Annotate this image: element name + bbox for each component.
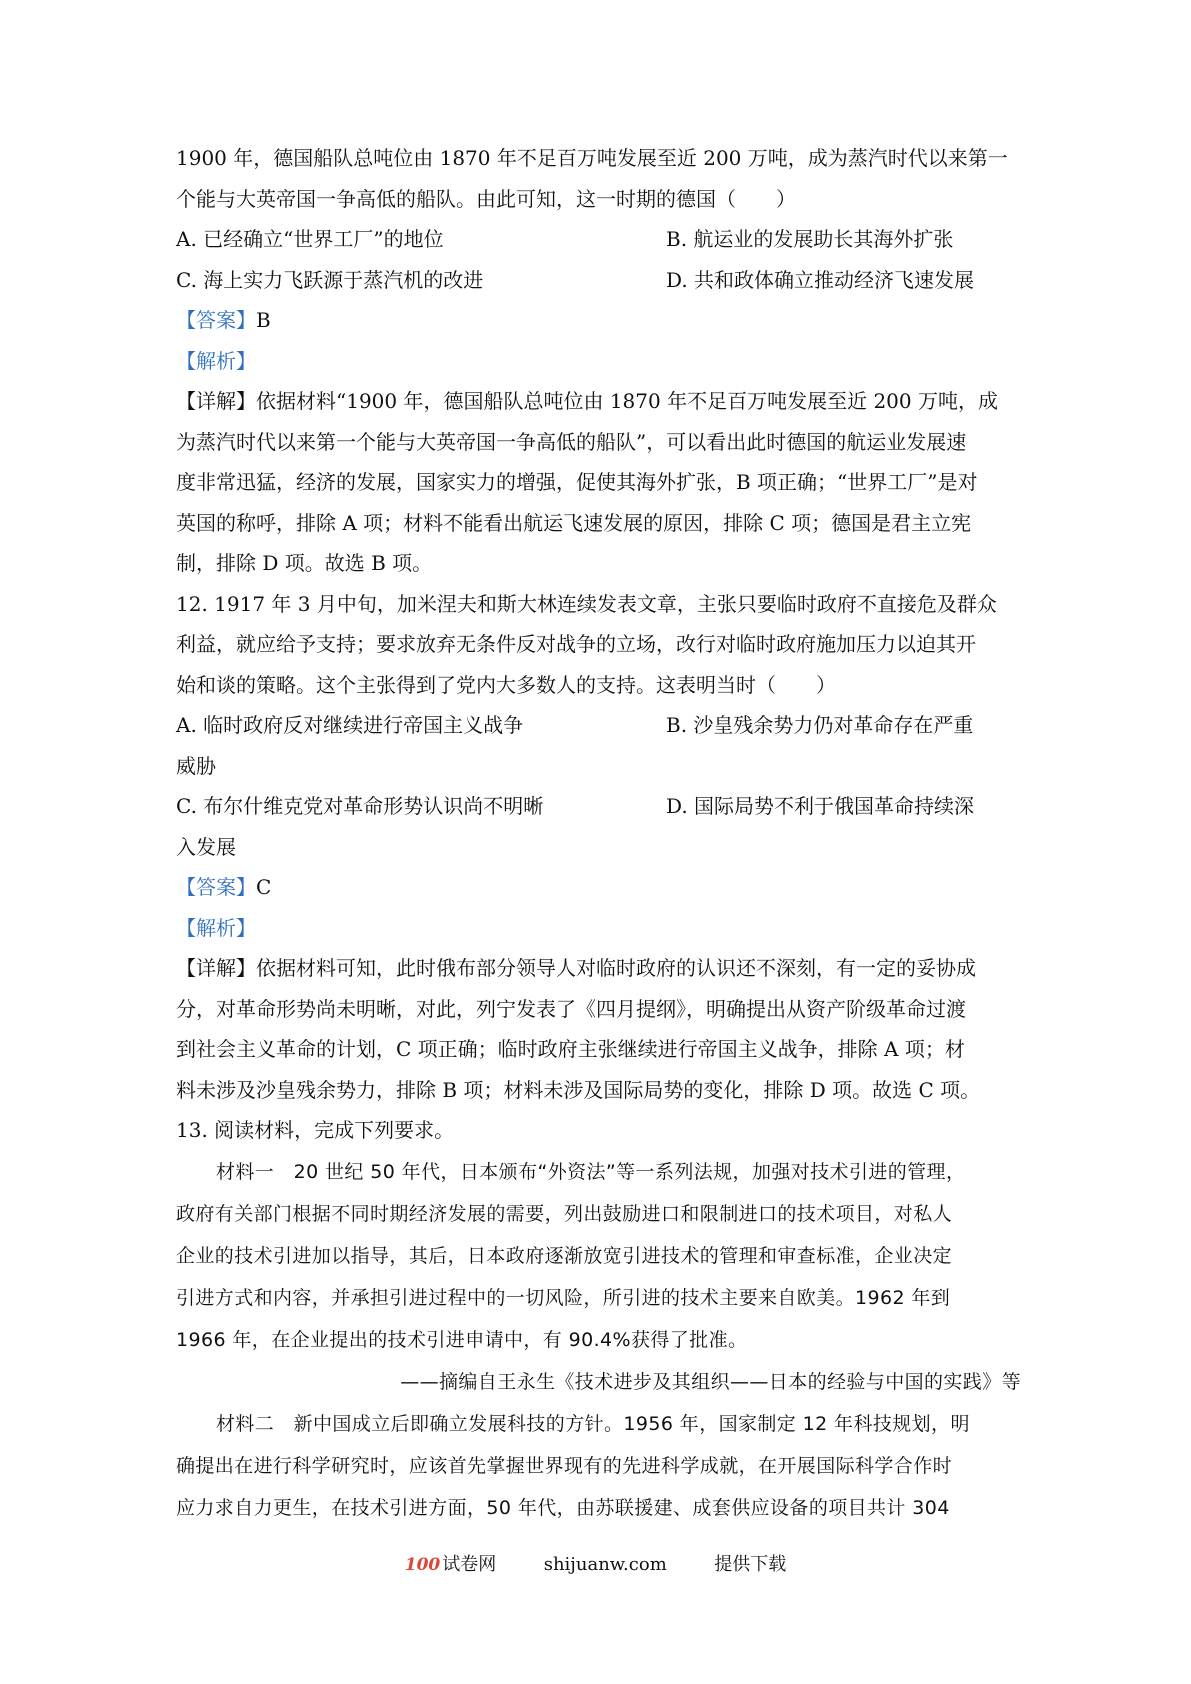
site-domain: shijuanw.com xyxy=(543,1554,667,1575)
option-b: B. 航运业的发展助长其海外扩张 xyxy=(666,227,954,251)
detail-line: 到社会主义革命的计划，C 项正确；临时政府主张继续进行帝国主义战争，排除 A 项；材 xyxy=(176,1037,965,1061)
detail-line: 度非常迅猛，经济的发展，国家实力的增强，促使其海外扩张，B 项正确；“世界工厂”是对 xyxy=(176,470,978,494)
detail-tag: 【详解】 xyxy=(176,389,256,413)
option-b: B. 沙皇残余势力仍对革命存在严重 xyxy=(666,713,974,737)
question-12 xyxy=(176,584,1021,1111)
material-line: 1966 年，在企业提出的技术引进申请中，有 90.4%获得了批准。 xyxy=(176,1328,748,1351)
material-line: 引进方式和内容，并承担引进过程中的一切风险，所引进的技术主要来自欧美。1962 年到 xyxy=(176,1286,951,1309)
answer-line xyxy=(176,300,1021,341)
detail-line: 英国的称呼，排除 A 项；材料不能看出航运飞速发展的原因，排除 C 项；德国是君主立宪 xyxy=(176,510,972,535)
question-stem-line: 12. 1917 年 3 月中旬，加米涅夫和斯大林连续发表文章，主张只要临时政府不直接危及群众 xyxy=(176,591,997,616)
detail-text: 依据材料“1900 年，德国船队总吨位由 1870 年不足百万吨发展至近 200 万吨，成 xyxy=(256,389,998,413)
analysis-tag: 【解析】 xyxy=(176,348,256,373)
question-11 xyxy=(176,138,1021,584)
footer-slogan: 提供下载 xyxy=(714,1554,787,1575)
option-d: D. 国际局势不利于俄国革命持续深 xyxy=(666,794,975,818)
option-row xyxy=(176,260,1021,301)
detail-line xyxy=(176,948,1021,989)
analysis-tag: 【解析】 xyxy=(176,915,256,940)
detail-line: 为蒸汽时代以来第一个能与大英帝国一争高低的船队”，可以看出此时德国的航运业发展速 xyxy=(176,429,967,454)
material-one xyxy=(176,1151,1021,1403)
answer-line xyxy=(176,867,1021,908)
question-13 xyxy=(176,1110,1021,1529)
question-stem-line: 始和谈的策略。这个主张得到了党内大多数人的支持。这表明当时（ ） xyxy=(176,672,836,697)
option-a: A. 已经确立“世界工厂”的地位 xyxy=(176,227,444,251)
detail-tag: 【详解】 xyxy=(176,956,256,980)
detail-line xyxy=(176,381,1021,422)
option-c: C. 海上实力飞跃源于蒸汽机的改进 xyxy=(176,267,484,292)
material-source: ——摘编自王永生《技术进步及其组织——日本的经验与中国的实践》等 xyxy=(400,1370,1021,1393)
option-d: D. 共和政体确立推动经济飞速发展 xyxy=(666,267,975,292)
detail-line: 分，对革命形势尚未明晰，对此，列宁发表了《四月提纲》，明确提出从资产阶级革命过渡 xyxy=(176,996,966,1021)
option-row xyxy=(176,786,1021,827)
site-logo: 100 xyxy=(404,1555,441,1575)
question-stem-line: 1900 年，德国船队总吨位由 1870 年不足百万吨发展至近 200 万吨，成为蒸汽时代以来第一 xyxy=(176,146,1008,170)
document-body xyxy=(176,138,1021,1529)
option-c: C. 布尔什维克党对革命形势认识尚不明晰 xyxy=(176,794,544,818)
material-line: 材料一 20 世纪 50 年代，日本颁布“外资法”等一系列法规，加强对技术引进的管理， xyxy=(216,1160,966,1183)
detail-line: 制，排除 D 项。故选 B 项。 xyxy=(176,551,433,575)
material-line: 材料二 新中国成立后即确立发展科技的方针。1956 年，国家制定 12 年科技规划，明 xyxy=(216,1412,970,1435)
answer-value: B xyxy=(256,308,271,332)
page-footer xyxy=(0,1550,1191,1576)
option-d-continuation: 入发展 xyxy=(176,834,236,859)
answer-value: C xyxy=(256,875,272,899)
option-row xyxy=(176,705,1021,746)
material-line: 确提出在进行科学研究时，应该首先掌握世界现有的先进科学成就，在开展国际科学合作时 xyxy=(176,1454,953,1477)
question-stem-line: 利益，就应给予支持；要求放弃无条件反对战争的立场，改行对临时政府施加压力以迫其开 xyxy=(176,632,976,656)
question-stem-line: 个能与大英帝国一争高低的船队。由此可知，这一时期的德国（ ） xyxy=(176,186,796,211)
material-two xyxy=(176,1403,1021,1529)
analysis-line xyxy=(176,341,1021,382)
option-b-continuation: 威胁 xyxy=(176,753,216,778)
detail-text: 依据材料可知，此时俄布部分领导人对临时政府的认识还不深刻，有一定的妥协成 xyxy=(256,956,976,980)
detail-line: 料未涉及沙皇残余势力，排除 B 项；材料未涉及国际局势的变化，排除 D 项。故选 C 项。 xyxy=(176,1077,981,1102)
option-a: A. 临时政府反对继续进行帝国主义战争 xyxy=(176,713,524,737)
analysis-line xyxy=(176,908,1021,949)
site-name: 试卷网 xyxy=(442,1554,497,1575)
answer-tag: 【答案】 xyxy=(176,875,256,899)
answer-tag: 【答案】 xyxy=(176,308,256,332)
material-line: 政府有关部门根据不同时期经济发展的需要，列出鼓励进口和限制进口的技术项目，对私人 xyxy=(176,1202,953,1225)
question-stem: 13. 阅读材料，完成下列要求。 xyxy=(176,1118,455,1142)
material-line: 应力求自力更生，在技术引进方面，50 年代，由苏联援建、成套供应设备的项目共计 304 xyxy=(176,1496,950,1519)
material-line: 企业的技术引进加以指导，其后，日本政府逐渐放宽引进技术的管理和审查标准，企业决定 xyxy=(176,1244,953,1267)
option-row xyxy=(176,219,1021,260)
